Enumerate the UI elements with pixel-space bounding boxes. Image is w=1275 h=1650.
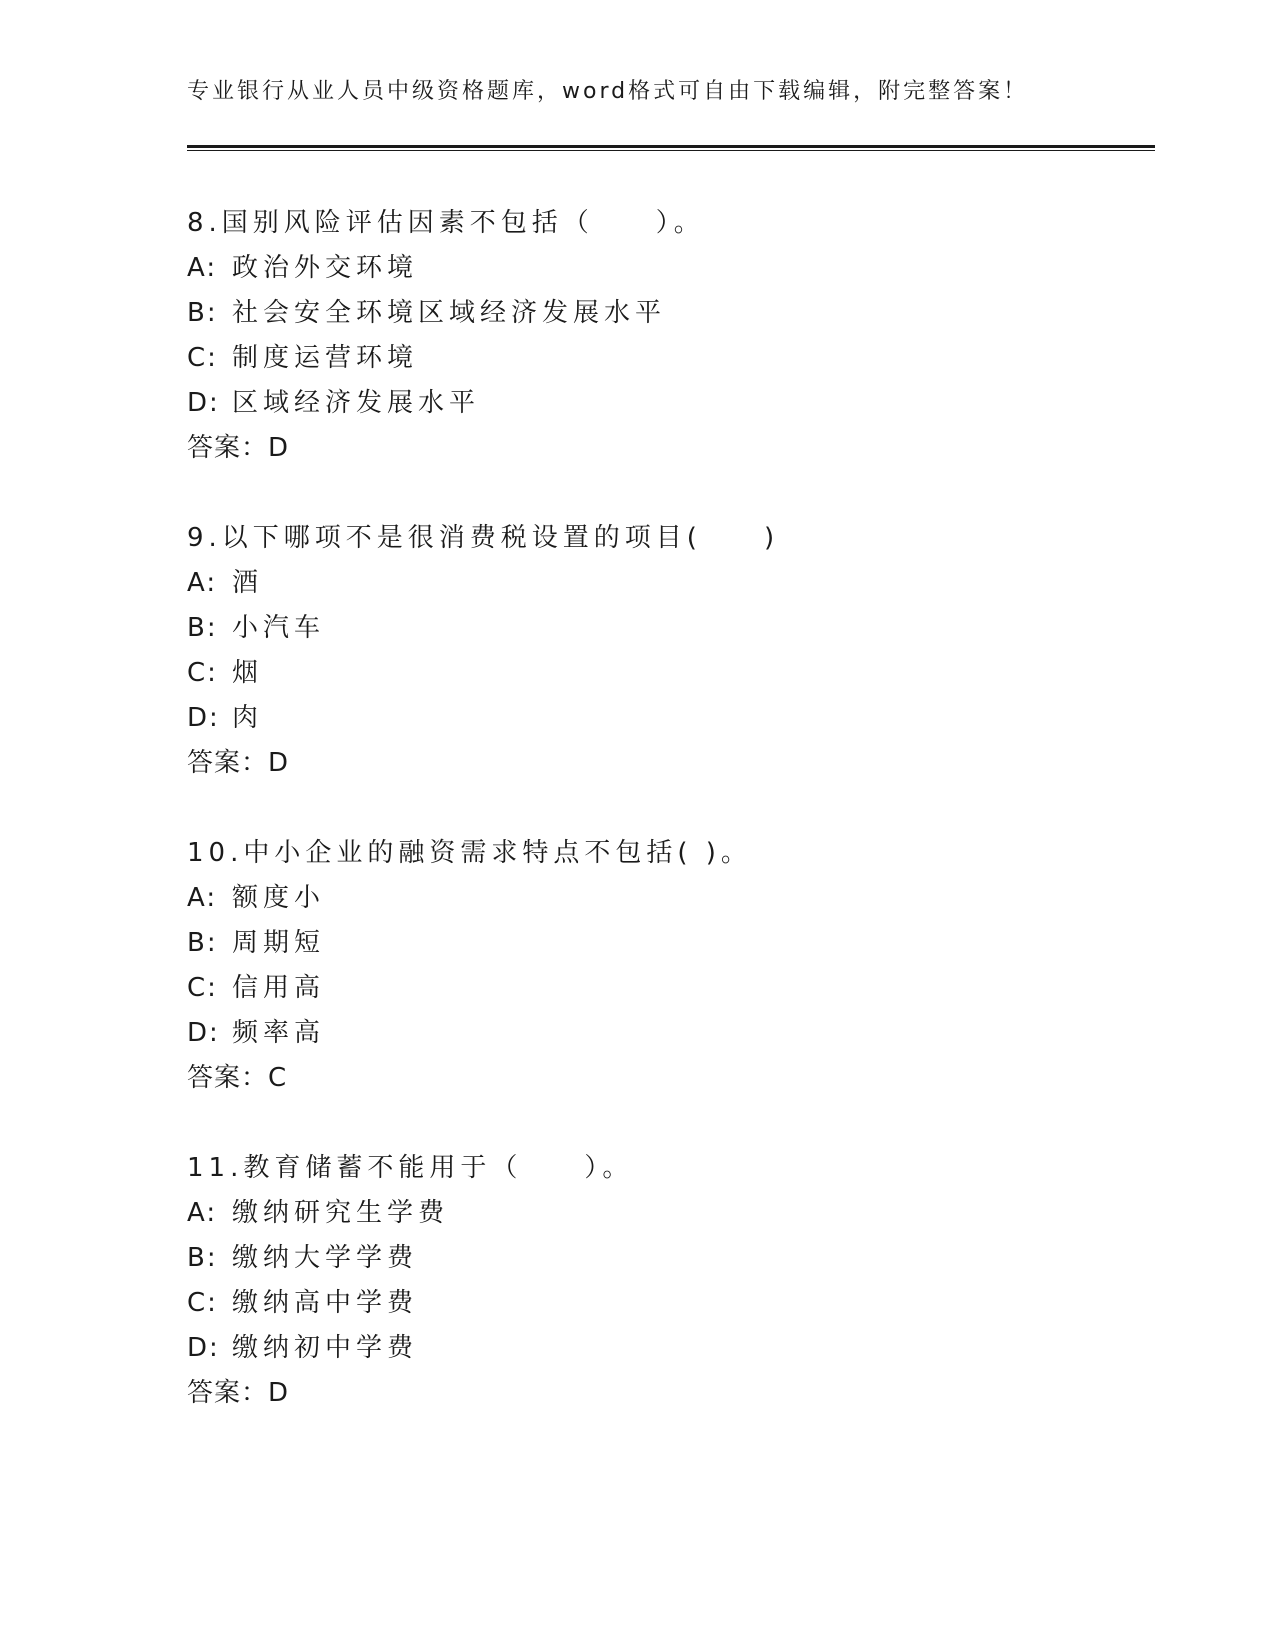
question-stem: 11.教育储蓄不能用于（ ）。 — [187, 1153, 634, 1183]
answer-line: 答案：D — [187, 748, 290, 778]
option-text: 缴纳大学学费 — [232, 1243, 419, 1273]
option-c — [187, 335, 418, 381]
option-c — [187, 965, 325, 1011]
question-stem: 8.国别风险评估因素不包括（ ）。 — [187, 208, 705, 238]
option-letter: D: — [187, 388, 220, 418]
option-d — [187, 695, 263, 741]
option-letter: C: — [187, 343, 218, 373]
option-letter: A: — [187, 1198, 218, 1228]
option-text: 社会安全环境区域经济发展水平 — [232, 298, 667, 328]
answer-line: 答案：C — [187, 1063, 288, 1093]
option-b — [187, 1235, 418, 1281]
answer-line: 答案：D — [187, 433, 290, 463]
option-text: 小汽车 — [232, 613, 326, 643]
option-text: 额度小 — [232, 883, 326, 913]
option-text: 区域经济发展水平 — [232, 388, 481, 418]
option-text: 周期短 — [232, 928, 326, 958]
option-a — [187, 245, 418, 291]
option-letter: D: — [187, 703, 220, 733]
option-c — [187, 1280, 418, 1326]
option-b — [187, 605, 325, 651]
option-text: 缴纳初中学费 — [232, 1333, 419, 1363]
question-stem: 10.中小企业的融资需求特点不包括( )。 — [187, 838, 752, 868]
option-letter: B: — [187, 613, 218, 643]
option-text: 肉 — [232, 703, 264, 733]
option-letter: D: — [187, 1018, 220, 1048]
option-letter: A: — [187, 568, 218, 598]
option-letter: B: — [187, 1243, 218, 1273]
option-d — [187, 1010, 325, 1056]
option-text: 烟 — [232, 658, 264, 688]
option-letter: B: — [187, 298, 218, 328]
option-c — [187, 650, 263, 696]
option-letter: A: — [187, 883, 218, 913]
option-text: 频率高 — [232, 1018, 326, 1048]
option-a — [187, 875, 325, 921]
option-b — [187, 920, 325, 966]
option-letter: D: — [187, 1333, 220, 1363]
option-a — [187, 1190, 449, 1236]
question-stem: 9.以下哪项不是很消费税设置的项目( ) — [187, 523, 780, 553]
option-letter: B: — [187, 928, 218, 958]
option-d — [187, 1325, 418, 1371]
option-letter: C: — [187, 1288, 218, 1318]
option-text: 酒 — [232, 568, 264, 598]
page-header: 专业银行从业人员中级资格题库，word格式可自由下载编辑，附完整答案！ — [187, 79, 1029, 104]
option-letter: A: — [187, 253, 218, 283]
option-b — [187, 290, 666, 336]
option-text: 缴纳研究生学费 — [232, 1198, 450, 1228]
option-a — [187, 560, 263, 606]
option-d — [187, 380, 480, 426]
answer-line: 答案：D — [187, 1378, 290, 1408]
option-letter: C: — [187, 973, 218, 1003]
option-text: 缴纳高中学费 — [232, 1288, 419, 1318]
option-letter: C: — [187, 658, 218, 688]
option-text: 政治外交环境 — [232, 253, 419, 283]
option-text: 制度运营环境 — [232, 343, 419, 373]
option-text: 信用高 — [232, 973, 326, 1003]
header-divider — [187, 145, 1155, 151]
